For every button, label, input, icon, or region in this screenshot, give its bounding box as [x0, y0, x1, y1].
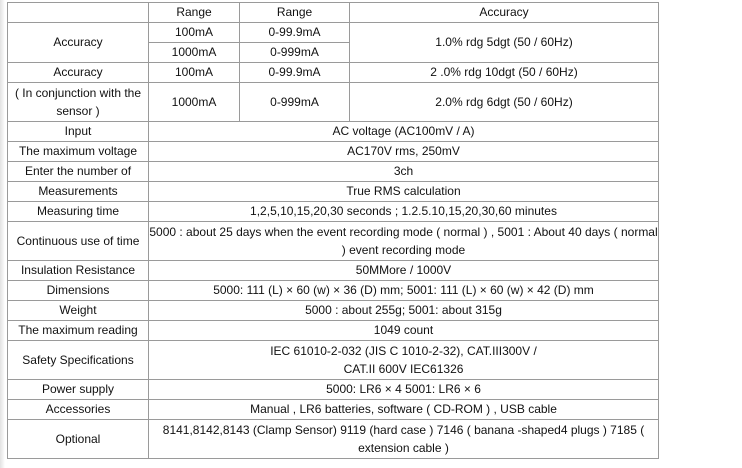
spec-value: 1,2,5,10,15,20,30 seconds ; 1.2.5.10,15,20,30,60 minutes — [149, 202, 659, 222]
spec-value: 5000: LR6 × 4 5001: LR6 × 6 — [149, 380, 659, 400]
header-accuracy: Accuracy — [350, 3, 659, 23]
table-row — [8, 400, 659, 420]
table-row — [8, 83, 659, 122]
range-value-cell: 0-99.9mA — [240, 63, 350, 83]
spec-value: True RMS calculation — [149, 182, 659, 202]
range-cell: 100mA — [149, 63, 240, 83]
table-row — [8, 63, 659, 83]
table-row — [8, 420, 659, 459]
spec-label: Measurements — [8, 182, 149, 202]
table-row — [8, 341, 659, 380]
spec-table-container — [7, 2, 659, 459]
accuracy-value: 2.0% rdg 6dgt (50 / 60Hz) — [350, 83, 659, 122]
spec-label: The maximum voltage — [8, 142, 149, 162]
header-range: Range — [149, 3, 240, 23]
spec-value: AC170V rms, 250mV — [149, 142, 659, 162]
range-value-cell: 0-99.9mA — [240, 23, 350, 43]
spec-value: 8141,8142,8143 (Clamp Sensor) 9119 (hard case ) 7146 ( banana -shaped4 plugs ) 7185 ( extension cable ) — [149, 420, 659, 459]
page-edge-shadow — [0, 0, 5, 468]
spec-value: IEC 61010-2-032 (JIS C 1010-2-32), CAT.III300V / CAT.II 600V IEC61326 — [149, 341, 659, 380]
spec-label: Weight — [8, 301, 149, 321]
header-row — [8, 3, 659, 23]
table-row — [8, 261, 659, 281]
spec-label: Dimensions — [8, 281, 149, 301]
spec-label: Enter the number of — [8, 162, 149, 182]
table-row — [8, 281, 659, 301]
table-row — [8, 122, 659, 142]
spec-table — [7, 2, 659, 459]
spec-label: Insulation Resistance — [8, 261, 149, 281]
spec-value: Manual , LR6 batteries, software ( CD-ROM ) , USB cable — [149, 400, 659, 420]
spec-value: 1049 count — [149, 321, 659, 341]
table-row — [8, 222, 659, 261]
spec-label: Safety Specifications — [8, 341, 149, 380]
range-value-cell: 0-999mA — [240, 43, 350, 63]
table-row — [8, 202, 659, 222]
spec-label: Optional — [8, 420, 149, 459]
accuracy-value: 1.0% rdg 5dgt (50 / 60Hz) — [350, 23, 659, 63]
table-row — [8, 142, 659, 162]
table-row — [8, 321, 659, 341]
spec-value: AC voltage (AC100mV / A) — [149, 122, 659, 142]
table-row — [8, 380, 659, 400]
spec-value: 50MMore / 1000V — [149, 261, 659, 281]
accuracy-sensor-label-note: ( In conjunction with the sensor ) — [8, 83, 149, 122]
range-cell: 100mA — [149, 23, 240, 43]
table-row — [8, 23, 659, 43]
header-range-value: Range — [240, 3, 350, 23]
range-cell: 1000mA — [149, 43, 240, 63]
accuracy-sensor-label-top: Accuracy — [8, 63, 149, 83]
spec-label: Measuring time — [8, 202, 149, 222]
accuracy-label: Accuracy — [8, 23, 149, 63]
spec-label: Input — [8, 122, 149, 142]
range-value-cell: 0-999mA — [240, 83, 350, 122]
spec-value: 5000 : about 25 days when the event recording mode ( normal ) , 5001 : About 40 days ( normal ) event recording mode — [149, 222, 659, 261]
spec-value: 5000: 111 (L) × 60 (w) × 36 (D) mm; 5001: 111 (L) × 60 (w) × 42 (D) mm — [149, 281, 659, 301]
table-row — [8, 182, 659, 202]
table-row — [8, 162, 659, 182]
accuracy-value: 2 .0% rdg 10dgt (50 / 60Hz) — [350, 63, 659, 83]
table-row — [8, 301, 659, 321]
spec-value: 3ch — [149, 162, 659, 182]
spec-label: Accessories — [8, 400, 149, 420]
spec-value: 5000 : about 255g; 5001: about 315g — [149, 301, 659, 321]
spec-label: The maximum reading — [8, 321, 149, 341]
spec-label: Power supply — [8, 380, 149, 400]
spec-label: Continuous use of time — [8, 222, 149, 261]
header-blank — [8, 3, 149, 23]
range-cell: 1000mA — [149, 83, 240, 122]
